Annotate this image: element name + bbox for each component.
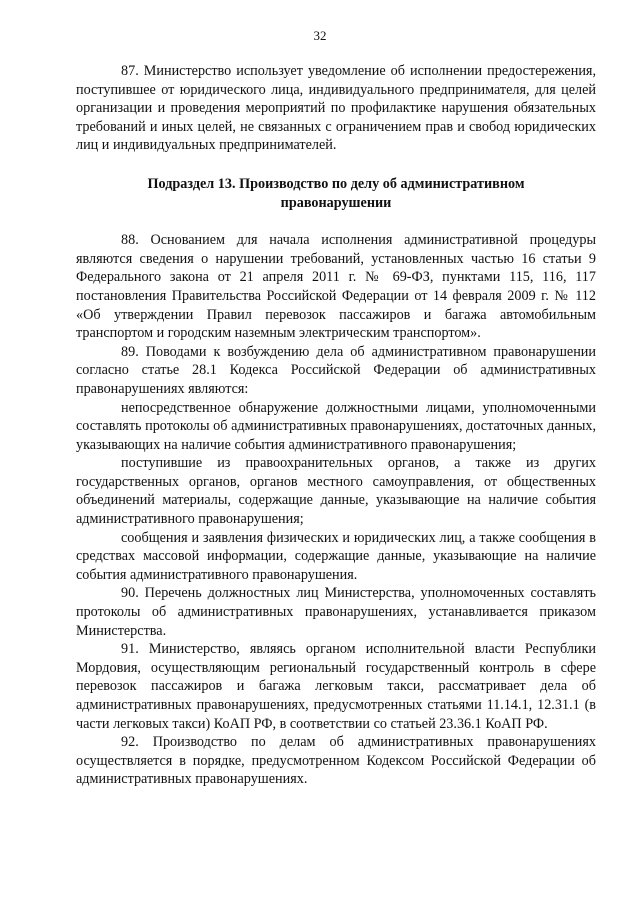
paragraph-91: 91. Министерство, являясь органом исполнительной власти Республики Мордовия, осуществляющим региональный государственный контроль в сфере перевозок пассажиров и багажа легковым такси, рассматривает дела об административных правонарушениях, предусмотренных статьями 11.14.1, 12.31.1 (в части легковых такси) КоАП РФ, в соответствии со статьей 23.36.1 КоАП РФ. [76, 641, 596, 732]
paragraph-89: 89. Поводами к возбуждению дела об административном правонарушении согласно статье 28.1 Кодекса Российской Федерации об административных правонарушениях являются: [76, 343, 596, 397]
paragraph-89-item-1: непосредственное обнаружение должностными лицами, уполномоченными составлять протоколы об административных правонарушениях, достаточных данных, указывающих на наличие события административного правонарушения; [76, 399, 596, 453]
paragraph-87: 87. Министерство использует уведомление об исполнении предостережения, поступившее от юридического лица, индивидуального предпринимателя, для целей организации и проведения мероприятий по профилактике нарушения обязательных требований и иных целей, не связанных с ограничением прав и свобод юридических лиц и индивидуальных предпринимателей. [76, 63, 596, 154]
paragraph-92: 92. Производство по делам об административных правонарушениях осуществляется в порядке, предусмотренном Кодексом Российской Федерации об административных правонарушениях. [76, 734, 596, 788]
subsection-heading [106, 175, 566, 212]
paragraph-88: 88. Основанием для начала исполнения административной процедуры являются сведения о нарушении требований, установленных частью 16 статьи 9 Федерального закона от 21 апреля 2011 г. № 69-ФЗ, пунктами 115, 116, 117 постановления Правительства Российской Федерации от 14 февраля 2009 г. № 112 «Об утверждении Правил перевозок пассажиров и багажа автомобильным транспортом и городским наземным электрическим транспортом». [76, 232, 596, 342]
paragraph-90: 90. Перечень должностных лиц Министерства, уполномоченных составлять протоколы об административных правонарушениях, устанавливается приказом Министерства. [76, 585, 596, 639]
subsection-heading-line-2: правонарушении [280, 194, 392, 211]
page-number: 32 [313, 28, 327, 43]
document-body [76, 62, 596, 789]
subsection-heading-line-1: Подраздел 13. Производство по делу об административном [147, 175, 525, 192]
paragraph-89-item-2: поступившие из правоохранительных органов, а также из других государственных органов, органов местного самоуправления, от общественных объединений материалы, содержащие данные, указывающие на наличие события административного правонарушения; [76, 455, 596, 528]
paragraph-89-item-3: сообщения и заявления физических и юридических лиц, а также сообщения в средствах массовой информации, содержащие данные, указывающие на наличие события административного правонарушения. [76, 529, 596, 583]
